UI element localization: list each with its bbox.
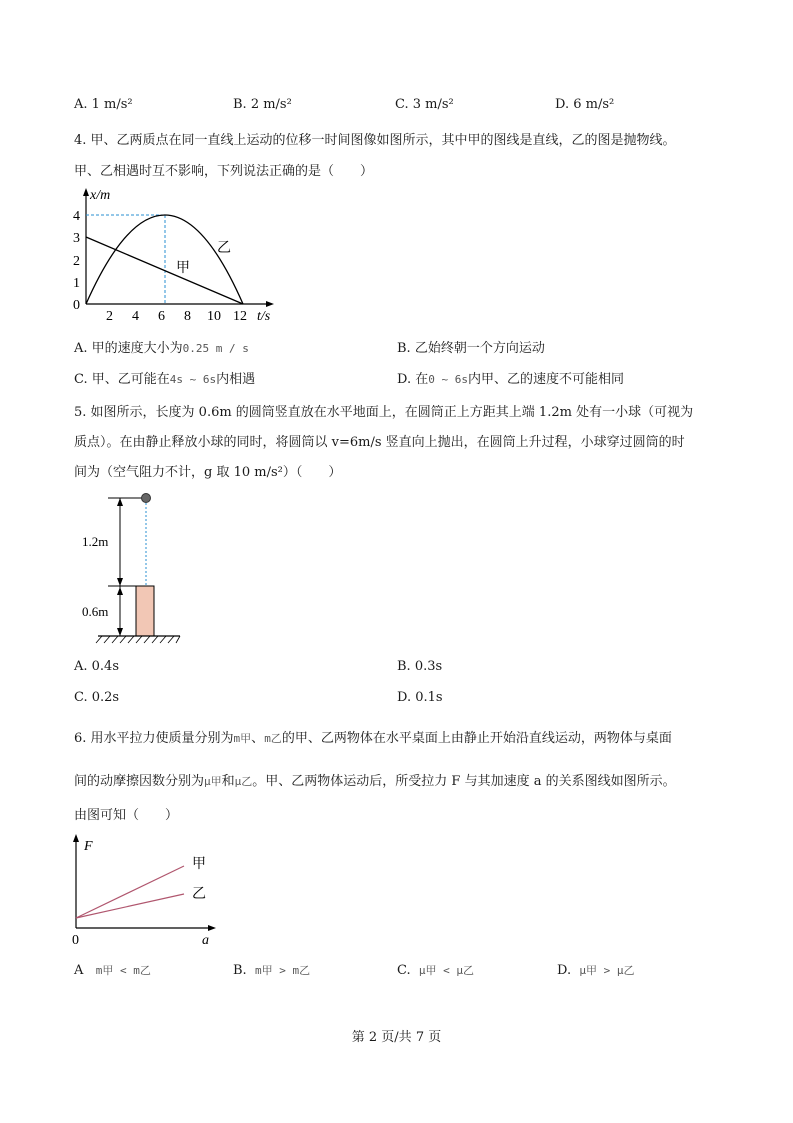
- q5-label-lower: 0.6m: [82, 604, 109, 619]
- q4-stem-line1: 4. 甲、乙两质点在同一直线上运动的位移一时间图像如图所示，其中甲的图线是直线，乙的图是抛物线。: [74, 133, 676, 148]
- q6-mu-yi: μ乙: [234, 775, 253, 788]
- q5-arrow: [117, 498, 123, 506]
- q4-label-yi: 乙: [217, 241, 231, 256]
- q6-mu-jia: μ甲: [204, 775, 222, 788]
- q6-label-jia: 甲: [192, 857, 206, 872]
- q4-y-arrow: [83, 188, 89, 196]
- q5-ball: [142, 494, 151, 503]
- q4-option-a-text: A. 甲的速度大小为: [74, 341, 183, 356]
- q4-option-d-math: 0 ~ 6s: [428, 373, 468, 386]
- q6-stem-line2: [74, 770, 676, 789]
- q4-ytick: 2: [73, 254, 80, 269]
- q4-xtick: 8: [184, 309, 191, 324]
- q6-option-d: [557, 962, 634, 978]
- q6-y-label: F: [84, 839, 93, 854]
- q4-option-d: [397, 368, 624, 387]
- q6-m-yi: m乙: [264, 732, 282, 745]
- q6-m-jia: m甲: [233, 732, 252, 745]
- q4-ytick: 3: [73, 231, 80, 246]
- q4-label-jia: 甲: [176, 261, 190, 276]
- q5-option-c: C. 0.2s: [74, 690, 120, 705]
- q5-option-b: B. 0.3s: [397, 659, 443, 674]
- q5-arrow: [117, 587, 123, 595]
- q6-x-label: a: [202, 933, 209, 948]
- q4-option-c-post: 内相遇: [216, 372, 256, 387]
- q6-option-expr: μ甲 > μ乙: [579, 964, 635, 977]
- q6-stem-and: 和: [221, 774, 235, 789]
- q6-fa-graph: [64, 832, 224, 950]
- q5-tube: [136, 586, 154, 636]
- q4-y-label: x/m: [90, 188, 111, 203]
- q6-option-letter: D.: [557, 963, 572, 978]
- q6-option-letter: C.: [397, 963, 411, 978]
- q6-label-yi: 乙: [192, 887, 206, 902]
- q6-option-c: [397, 962, 474, 978]
- q5-option-d: D. 0.1s: [397, 690, 443, 705]
- q6-option-a: [74, 962, 151, 978]
- q3-option-d: D. 6 m/s²: [555, 97, 615, 112]
- q6-option-expr: m甲 > m乙: [254, 964, 311, 977]
- q6-stem-text: 。甲、乙两物体运动后，所受拉力 F 与其加速度 a 的关系图线如图所示。: [252, 774, 676, 789]
- q4-ytick: 4: [73, 209, 80, 224]
- q6-option-expr: μ甲 < μ乙: [418, 964, 475, 977]
- q5-arrow: [117, 628, 123, 636]
- q4-xtick: 4: [132, 309, 139, 324]
- q6-stem-text: 的甲、乙两物体在水平桌面上由静止开始沿直线运动，两物体与桌面: [281, 731, 672, 746]
- q5-label-upper: 1.2m: [82, 534, 109, 549]
- q4-option-c: [74, 368, 255, 387]
- q4-xtick: 6: [158, 309, 165, 324]
- q6-option-b: [233, 962, 310, 978]
- q5-arrow: [117, 578, 123, 586]
- q4-xtick: 10: [207, 309, 221, 324]
- q4-option-d-text: D. 在: [397, 372, 429, 387]
- q6-line-jia: [76, 866, 184, 918]
- q6-option-letter: A: [74, 963, 84, 978]
- q5-stem-line3: 间为（空气阻力不计，g 取 10 m/s²）（ ）: [74, 465, 342, 480]
- q4-x-label: t/s: [257, 309, 271, 324]
- q4-option-c-math: 4s ~ 6s: [169, 373, 217, 386]
- q5-ground-hatch: [96, 636, 180, 643]
- q4-option-c-text: C. 甲、乙可能在: [74, 372, 170, 387]
- q5-stem-line2: 质点）。在由静止释放小球的同时，将圆筒以 v=6m/s 竖直向上抛出，在圆筒上升过程，小球穿过圆筒的时: [74, 435, 685, 450]
- q4-stem-line2: 甲、乙相遇时互不影响，下列说法正确的是（ ）: [74, 164, 374, 179]
- q6-origin: 0: [72, 933, 79, 948]
- q5-option-a: A. 0.4s: [74, 659, 119, 674]
- q5-stem-line1: 5. 如图所示，长度为 0.6m 的圆筒竖直放在水平地面上，在圆筒正上方距其上端 1.2m 处有一小球（可视为: [74, 405, 694, 420]
- q3-option-c: C. 3 m/s²: [395, 97, 454, 112]
- q3-option-a: A. 1 m/s²: [74, 97, 133, 112]
- q6-stem-line3: 由图可知（ ）: [74, 808, 179, 823]
- q4-option-d-post: 内甲、乙的速度不可能相同: [467, 372, 624, 387]
- q6-line-yi: [76, 894, 184, 918]
- q6-option-letter: B.: [233, 963, 247, 978]
- q6-stem-text: 6. 用水平拉力使质量分别为: [74, 731, 234, 746]
- q4-xt-graph: [60, 186, 290, 326]
- q4-xtick: 12: [233, 309, 247, 324]
- q4-option-a-math: 0.25 m / s: [182, 342, 249, 355]
- q4-xtick: 2: [106, 309, 113, 324]
- q6-stem-text: 间的动摩擦因数分别为: [74, 774, 205, 789]
- q4-ytick: 1: [73, 276, 80, 291]
- page-footer: 第 2 页/共 7 页: [351, 1030, 442, 1045]
- q4-option-a: [74, 337, 249, 356]
- q6-option-expr: m甲 < m乙: [95, 964, 151, 977]
- q3-option-b: B. 2 m/s²: [233, 97, 292, 112]
- q6-x-arrow: [208, 925, 216, 931]
- q5-tube-figure: [80, 488, 190, 648]
- q6-y-arrow: [73, 834, 79, 842]
- q4-option-b: B. 乙始终朝一个方向运动: [397, 341, 545, 356]
- q6-stem-line1: 6. 用水平拉力使质量分别为m甲、m乙的甲、乙两物体在水平桌面上由静止开始沿直线运动，两物体与桌面: [74, 731, 672, 746]
- q4-x-arrow: [266, 301, 274, 307]
- q4-ytick: 0: [73, 298, 80, 313]
